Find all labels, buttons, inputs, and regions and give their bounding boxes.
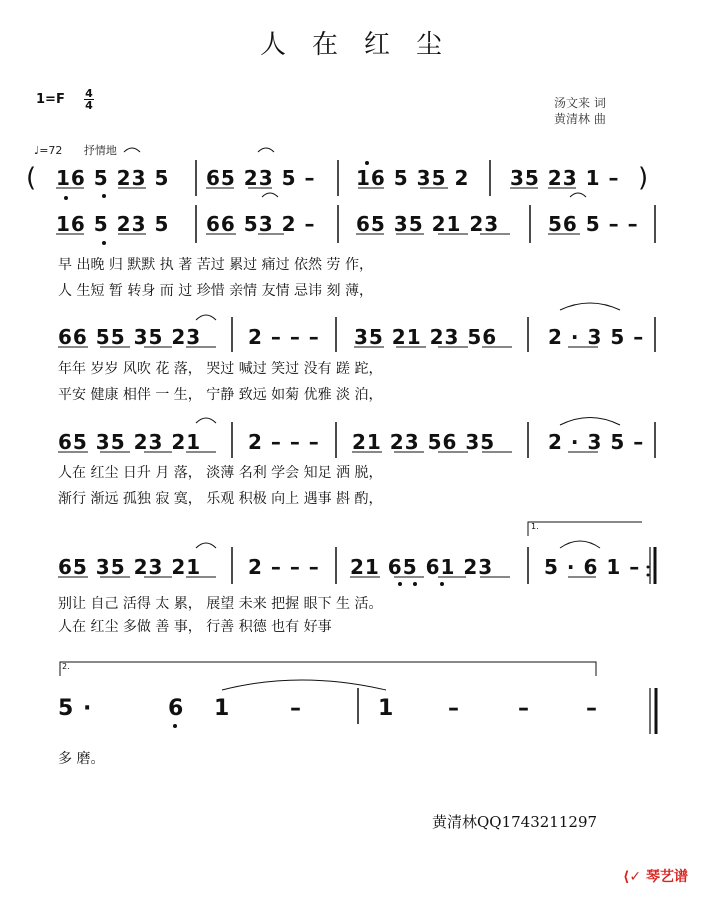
song-title: 人在红尘 [259,30,468,60]
measure: 16 5 23 5 [56,166,170,190]
note: – [448,696,460,721]
note: 1 [378,696,395,721]
lyric-line: 人 生短 暂 转身 而 过 珍惜 亲情 友情 忌讳 刻 薄， [58,283,373,299]
mood-marking: 抒情地 [83,144,117,157]
slur [196,315,216,320]
volta-label-1: 1. [531,522,539,531]
volta-bracket-1 [528,522,642,536]
octave-dot [398,582,402,586]
measure: 65 35 23 21 [58,555,202,579]
measure: 16 5 23 5 [56,212,170,236]
meter-bottom: 4 [85,99,93,112]
measure: 66 55 35 23 [58,325,202,349]
measure: 35 21 23 56 [354,325,498,349]
octave-dot [365,161,369,165]
measure: 65 23 5 – [206,166,316,190]
note: 1 [214,696,231,721]
measure: 2 · 3 5 – [548,325,645,349]
note: 5 · [58,696,93,721]
close-paren: ) [638,163,649,193]
note: – [290,696,302,721]
slur [196,543,216,548]
measure: 66 53 2 – [206,212,316,236]
measure: 56 5 – – [548,212,639,236]
slur [560,303,620,310]
lyric-line: 多 磨。 [58,751,105,767]
lyric-line: 平安 健康 相伴 一 生， 宁静 致远 如菊 优雅 淡 泊， [58,387,383,403]
measure: 2 – – – [248,430,320,454]
composer-credit: 黄清林 曲 [554,112,606,126]
octave-dot [64,196,68,200]
lyric-line: 早 出晚 归 默默 执 著 苦过 累过 痛过 依然 劳 作， [58,257,373,273]
note: – [586,696,598,721]
lyric-line: 渐行 渐远 孤独 寂 寞， 乐观 积极 向上 遇事 斟 酌， [58,491,383,507]
slur [560,541,600,548]
note: 6 [168,696,185,721]
slur [196,418,216,423]
measure: 2 – – – [248,325,320,349]
tempo-marking [34,142,117,158]
repeat-dot [647,566,650,569]
slur [560,418,620,426]
note: – [518,696,530,721]
measure: 5 · 6 1 – [544,555,641,579]
lyric-line: 人在 红尘 多做 善 事， 行善 积德 也有 好事 [58,619,332,635]
measure: 21 23 56 35 [352,430,496,454]
volta-bracket-2 [60,662,596,676]
repeat-dot [647,574,650,577]
slur [222,680,386,690]
octave-dot [102,241,106,245]
tempo-value: ♩=72 [34,144,63,157]
measure: 65 35 21 23 [356,212,500,236]
measure: 21 65 61 23 [350,555,494,579]
slur [124,148,140,152]
volta-label-2: 2. [62,662,70,671]
logo-icon: ⟨✓ [622,869,642,885]
octave-dot [413,582,417,586]
time-signature [84,88,94,111]
measure: 2 · 3 5 – [548,430,645,454]
lyric-line: 别让 自己 活得 太 累， 展望 未来 把握 眼下 生 活。 [58,596,383,612]
meter-top: 4 [85,87,93,100]
lyricist-credit: 汤文来 词 [554,96,606,110]
lyric-line: 人在 红尘 日升 月 落， 淡薄 名利 学会 知足 洒 脱， [58,465,383,481]
octave-dot [173,724,177,728]
slur [262,193,278,197]
slur [570,193,586,197]
measure: 2 – – – [248,555,320,579]
site-logo [623,866,688,886]
slur [258,148,274,152]
measure: 65 35 23 21 [58,430,202,454]
key-signature: 1=F [36,92,65,107]
lyric-line: 年年 岁岁 风吹 花 落， 哭过 喊过 笑过 没有 蹉 跎， [58,361,383,377]
logo-text: 琴艺谱 [646,869,688,885]
measure: 16 5 35 2 [356,166,470,190]
arranger-signature: 黄清林QQ1743211297 [432,813,598,831]
octave-dot [440,582,444,586]
open-paren: ( [26,163,37,193]
octave-dot [102,194,106,198]
measure: 35 23 1 – [510,166,620,190]
